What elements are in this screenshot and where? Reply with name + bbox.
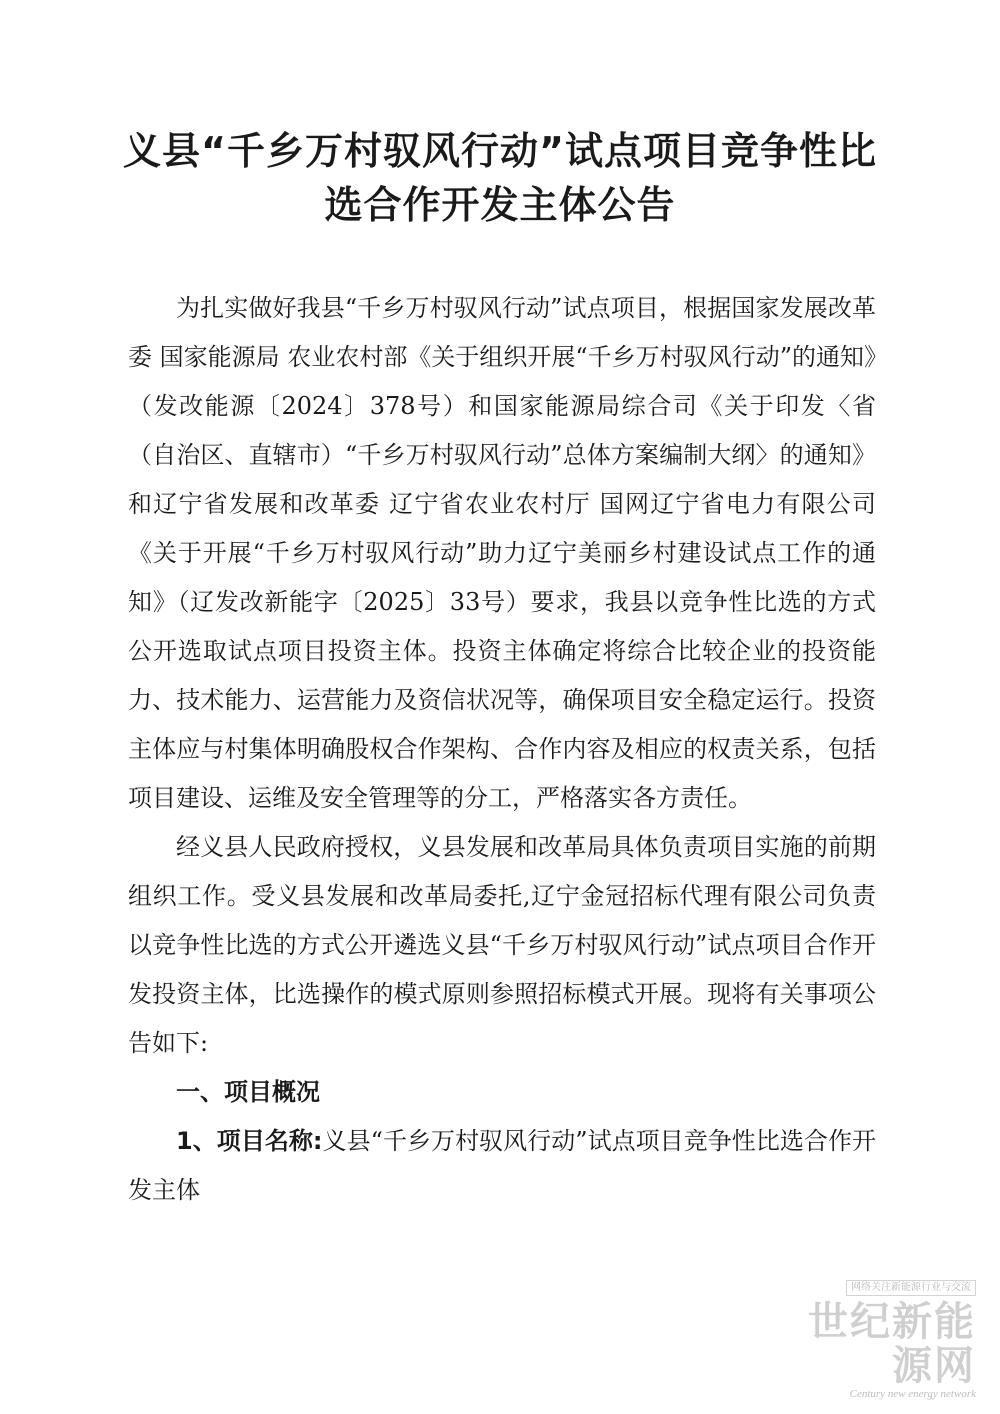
section-heading: 一、项目概况: [176, 1078, 320, 1106]
document-body: [128, 284, 876, 1215]
body-paragraph-2: 经义县人民政府授权，义县发展和改革局具体负责项目实施的前期组织工作。受义县发展和改革局委托,辽宁金冠招标代理有限公司负责以竞争性比选的方式公开遴选义县“千乡万村驭风行动”试点项目合作开发投资主体，比选操作的模式原则参照招标模式开展。现将有关事项公告如下:: [128, 833, 876, 1057]
title-line-2: 选合作开发主体公告: [324, 183, 676, 227]
project-name-label: 1、项目名称:: [176, 1127, 323, 1155]
title-line-1: 义县“千乡万村驭风行动”试点项目竞争性比: [123, 129, 877, 173]
watermark: [776, 1275, 976, 1400]
watermark-logo-text: 世纪新能源网: [808, 1298, 976, 1389]
project-name-item: [128, 1117, 876, 1215]
body-paragraph-1: 为扎实做好我县“千乡万村驭风行动”试点项目，根据国家发展改革委 国家能源局 农业农村部《关于组织开展“千乡万村驭风行动”的通知》（发改能源〔2024〕378号）和国家能源局综合司《关于印发〈省（自治区、直辖市）“千乡万村驭风行动”总体方案编制大纲〉的通知》和辽宁省发展和改革委 辽宁省农业农村厅 国网辽宁省电力有限公司《关于开展“千乡万村驭风行动”助力辽宁美丽乡村建设试点工作的通知》（辽发改新能字〔2025〕33号）要求，我县以竞争性比选的方式公开选取试点项目投资主体。投资主体确定将综合比较企业的投资能力、技术能力、运营能力及资信状况等，确保项目安全稳定运行。投资主体应与村集体明确股权合作架构、合作内容及相应的权责关系，包括项目建设、运维及安全管理等的分工，严格落实各方责任。: [128, 294, 876, 812]
document-title: [80, 124, 920, 232]
project-name-value: 义县“千乡万村驭风行动”试点项目竞争性比选合作开发主体: [128, 1127, 876, 1204]
watermark-english: Century new energy network: [849, 1388, 976, 1400]
watermark-tagline: 网络关注新能源行业与交流: [846, 1280, 976, 1296]
